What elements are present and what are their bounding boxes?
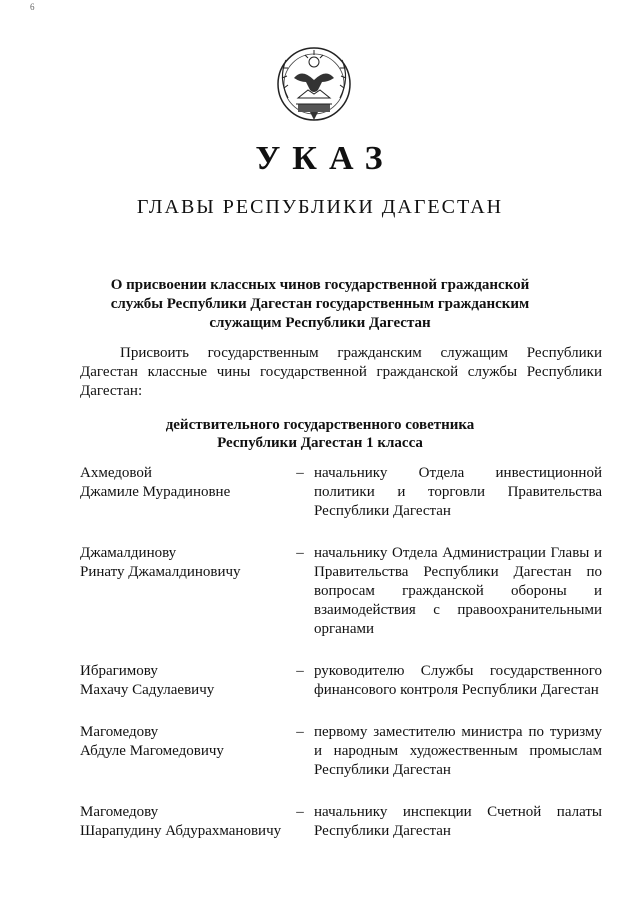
appointee-list [80,464,602,864]
appointee-position: руководителю Службы государственного финансового контроля Республики Дагестан [314,663,602,698]
appointee-name [80,464,286,521]
page-corner-mark: 6 [30,2,35,12]
appointee-surname: Магомедову [80,804,159,820]
appointee-name [80,662,286,700]
appointee-surname: Джамалдинову [80,545,177,561]
appointee-given-name: Джамиле Мурадиновне [80,484,231,500]
appointee-name [80,803,286,841]
entry-dash: – [296,804,304,820]
appointee-entry [80,803,602,841]
rank-title-line: действительного государственного советника [165,417,475,433]
appointee-entry [80,662,602,700]
entry-dash: – [296,545,304,561]
appointee-surname: Ибрагимову [80,663,158,679]
appointee-entry [80,544,602,639]
appointee-entry [80,723,602,780]
appointee-entry [80,464,602,521]
appointee-surname: Ахмедовой [80,465,152,481]
appointee-position: начальнику Отдела Администрации Главы и Правительства Республики Дагестан по вопросам гражданской обороны и взаимодействия с правоохранительными органами [314,545,602,637]
appointee-surname: Магомедову [80,724,159,740]
rank-title [120,416,520,452]
appointee-given-name: Ринату Джамалдиновичу [80,564,241,580]
appointee-position: начальнику Отдела инвестиционной политики и торговли Правительства Республики Дагестан [314,465,602,519]
entry-dash: – [296,663,304,679]
decree-heading: О присвоении классных чинов государственной гражданской службы Республики Дагестан государственным гражданским служащим Республики Дагестан [110,277,530,331]
appointee-given-name: Шарапудину Абдурахмановичу [80,823,282,839]
appointee-name [80,544,286,639]
appointee-given-name: Махачу Садулаевичу [80,682,215,698]
decree-intro: Присвоить государственным гражданским служащим Республики Дагестан классные чины государственной гражданской службы Республики Дагестан: [80,345,602,399]
entry-dash: – [296,465,304,481]
appointee-position: начальнику инспекции Счетной палаты Республики Дагестан [314,804,602,839]
rank-title-line: Республики Дагестан 1 класса [217,435,423,451]
document-subtitle: ГЛАВЫ РЕСПУБЛИКИ ДАГЕСТАН [136,196,504,218]
appointee-name [80,723,286,780]
appointee-position: первому заместителю министра по туризму и народным художественным промыслам Республики Дагестан [314,724,602,778]
coat-of-arms-icon [268,38,360,130]
appointee-given-name: Абдуле Магомедовичу [80,743,224,759]
document-title: УКАЗ [255,140,395,177]
entry-dash: – [296,724,304,740]
